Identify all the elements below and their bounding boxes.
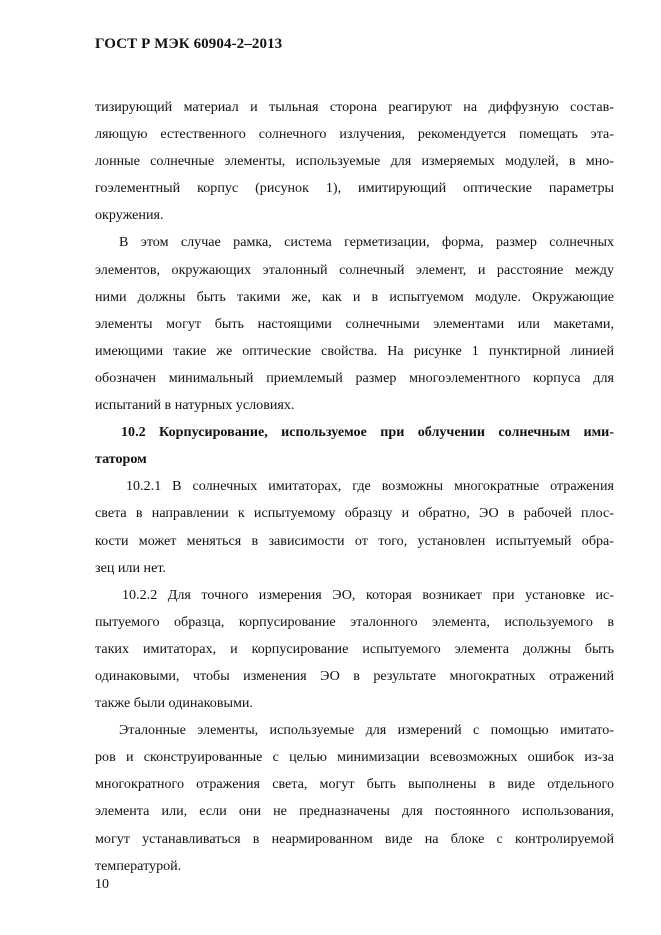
body-text-line: также были одинаковыми. — [95, 695, 253, 712]
page-header: ГОСТ Р МЭК 60904-2–2013 — [95, 36, 283, 52]
body-text-line: 10.2.1 В солнечных имитаторах, где возможны многократные отражения — [126, 478, 614, 495]
body-text-line: тизирующий материал и тыльная сторона реагируют на диффузную состав- — [95, 99, 614, 115]
body-text-line: ними должны быть такими же, как и в испытуемом модуле. Окружающие — [95, 288, 614, 305]
body-text-line: обозначен минимальный приемлемый размер многоэлементного корпуса для — [95, 369, 614, 386]
section-heading-line: 10.2 Корпусирование, используемое при облучении солнечным ими- — [121, 424, 614, 441]
body-text-line: элементов, окружающих эталонный солнечный элемент, и расстояние между — [95, 261, 614, 278]
body-text-line: кости может меняться в зависимости от того, установлен испытуемый обра- — [95, 532, 614, 549]
body-text-line: испытаний в натурных условиях. — [95, 397, 295, 414]
body-text-line: одинаковыми, чтобы изменения ЭО в результате многократных отражений — [95, 667, 614, 684]
body-text-line: ляющую естественного солнечного излучения, рекомендуется помещать эта- — [95, 126, 614, 143]
body-text-line: В этом случае рамка, система герметизации, форма, размер солнечных — [119, 234, 614, 251]
body-text-line: температурой. — [95, 857, 182, 874]
body-text-line: имеющими такие же оптические свойства. На рисунке 1 пунктирной линией — [95, 342, 614, 359]
body-text-line: зец или нет. — [95, 559, 166, 576]
body-text-line: таких имитаторах, и корпусирование испытуемого элемента должны быть — [95, 640, 614, 657]
body-text-line: пытуемого образца, корпусирование эталонного элемента, используемого в — [95, 613, 614, 630]
page-number: 10 — [95, 877, 109, 892]
body-text-line: окружения. — [95, 207, 164, 224]
body-text-line: многократного отражения света, могут быть выполнены в виде отдельного — [95, 776, 614, 793]
body-text-line: ров и сконструированные с целью минимизации всевозможных ошибок из-за — [95, 749, 614, 766]
body-text-line: гоэлементный корпус (рисунок 1), имитирующий оптические параметры — [95, 180, 614, 197]
body-text — [95, 94, 614, 880]
body-text-line: элементы могут быть настоящими солнечными элементами или макетами, — [95, 315, 614, 332]
body-text-line: могут устанавливаться в неармированном виде на блоке с контролируемой — [95, 830, 614, 847]
body-text-line: Эталонные элементы, используемые для измерений с помощью имитато- — [119, 722, 614, 739]
body-text-line: элемента или, если они не предназначены для постоянного использования, — [95, 803, 614, 820]
section-heading-line: татором — [95, 451, 147, 468]
body-text-line: света в направлении к испытуемому образцу и обратно, ЭО в рабочей плос- — [95, 505, 614, 522]
body-text-line: лонные солнечные элементы, используемые для измеряемых модулей, в мно- — [95, 153, 614, 170]
body-text-line: 10.2.2 Для точного измерения ЭО, которая возникает при установке ис- — [122, 586, 614, 603]
